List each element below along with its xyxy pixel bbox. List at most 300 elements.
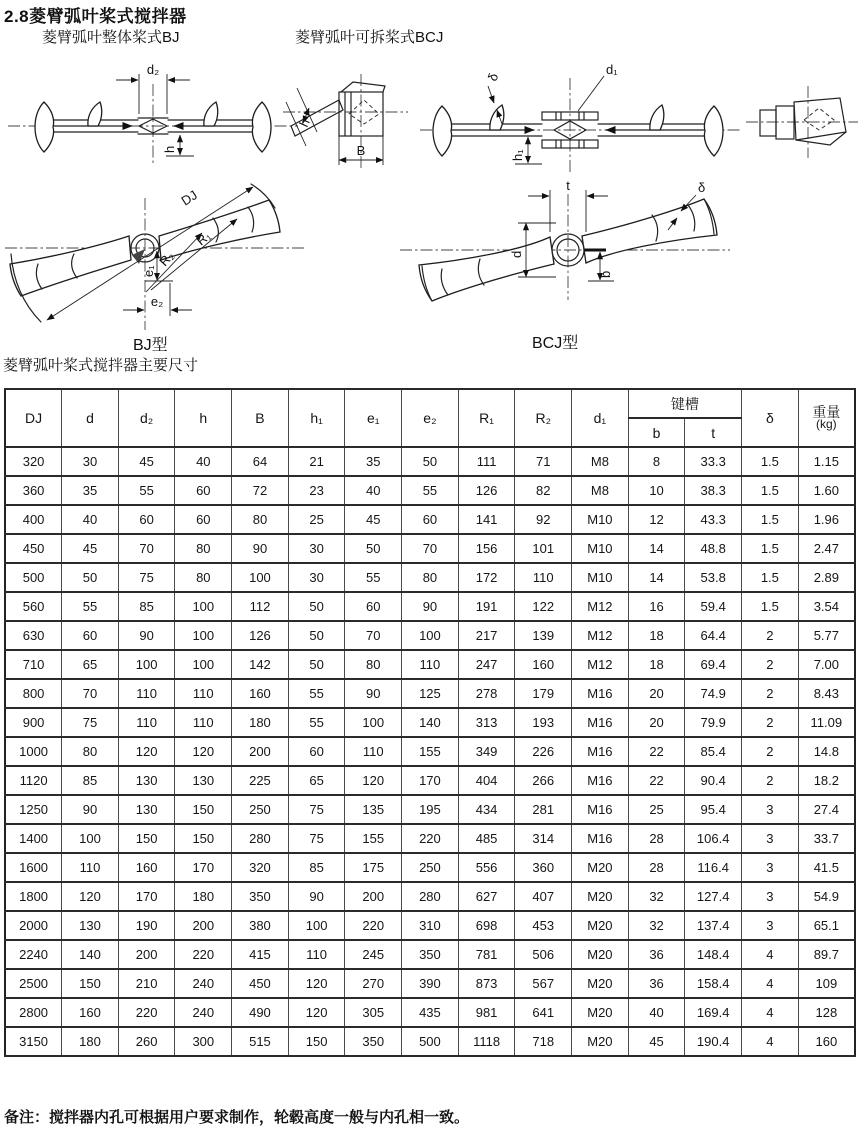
table-cell: 116.4: [685, 853, 742, 882]
table-cell: 71: [515, 447, 572, 476]
table-cell: 200: [345, 882, 402, 911]
table-cell: 22: [628, 766, 685, 795]
table-cell: 55: [345, 563, 402, 592]
table-cell: 80: [345, 650, 402, 679]
table-cell: 506: [515, 940, 572, 969]
table-cell: 435: [402, 998, 459, 1027]
table-cell: 35: [345, 447, 402, 476]
table-cell: 60: [402, 505, 459, 534]
table-cell: 110: [345, 737, 402, 766]
table-cell: 20: [628, 679, 685, 708]
table-cell: 200: [232, 737, 289, 766]
table-cell: 92: [515, 505, 572, 534]
table-cell: 1.60: [798, 476, 855, 505]
table-cell: 80: [175, 534, 232, 563]
col-header-e1: e₁: [345, 389, 402, 447]
table-cell: 280: [402, 882, 459, 911]
table-cell: 1.15: [798, 447, 855, 476]
table-cell: 170: [118, 882, 175, 911]
table-cell: 873: [458, 969, 515, 998]
table-cell: 305: [345, 998, 402, 1027]
table-cell: 250: [232, 795, 289, 824]
bcj-front-view-drawing: [420, 60, 740, 180]
table-row: [5, 998, 855, 1027]
table-cell: 120: [288, 998, 345, 1027]
table-cell: 70: [402, 534, 459, 563]
table-cell: 2000: [5, 911, 62, 940]
table-cell: 2.47: [798, 534, 855, 563]
dim-label-delta-plan: δ: [698, 180, 706, 195]
table-cell: 32: [628, 882, 685, 911]
table-row: [5, 766, 855, 795]
table-cell: M8: [572, 447, 629, 476]
table-cell: 210: [118, 969, 175, 998]
table-cell: 415: [232, 940, 289, 969]
table-cell: 100: [402, 621, 459, 650]
table-cell: 55: [118, 476, 175, 505]
table-cell: M20: [572, 1027, 629, 1056]
table-cell: 226: [515, 737, 572, 766]
table-row: [5, 882, 855, 911]
table-row: [5, 708, 855, 737]
table-cell: M20: [572, 998, 629, 1027]
dim-label-d: d: [509, 250, 524, 258]
table-cell: 60: [62, 621, 119, 650]
table-cell: 169.4: [685, 998, 742, 1027]
table-cell: M16: [572, 708, 629, 737]
table-cell: 55: [62, 592, 119, 621]
table-cell: 75: [288, 824, 345, 853]
table-cell: 40: [62, 505, 119, 534]
table-cell: 50: [288, 621, 345, 650]
table-cell: 139: [515, 621, 572, 650]
table-cell: 30: [288, 563, 345, 592]
table-cell: 41.5: [798, 853, 855, 882]
table-cell: 28: [628, 853, 685, 882]
table-cell: M12: [572, 650, 629, 679]
table-cell: 48.8: [685, 534, 742, 563]
table-cell: 349: [458, 737, 515, 766]
table-cell: 698: [458, 911, 515, 940]
table-cell: 1.5: [742, 476, 799, 505]
table-cell: 3150: [5, 1027, 62, 1056]
table-cell: 36: [628, 940, 685, 969]
table-cell: 220: [118, 998, 175, 1027]
table-body: [5, 447, 855, 1056]
col-header-R2: R₂: [515, 389, 572, 447]
table-cell: 220: [402, 824, 459, 853]
weight-unit: (kg): [816, 417, 837, 432]
table-cell: 40: [345, 476, 402, 505]
table-cell: 43.3: [685, 505, 742, 534]
table-cell: 148.4: [685, 940, 742, 969]
table-cell: 8: [628, 447, 685, 476]
dim-label-h1: h₁: [510, 149, 525, 161]
footer-note: 备注：搅拌器内孔可根据用户要求制作，轮毂高度一般与内孔相一致。: [4, 1109, 470, 1126]
table-row: [5, 563, 855, 592]
table-cell: 160: [515, 650, 572, 679]
table-cell: 247: [458, 650, 515, 679]
table-cell: 65.1: [798, 911, 855, 940]
table-cell: 50: [288, 650, 345, 679]
table-cell: 22: [628, 737, 685, 766]
table-cell: 180: [175, 882, 232, 911]
table-cell: 120: [175, 737, 232, 766]
bj-plan-view-drawing: [5, 170, 305, 335]
table-cell: 485: [458, 824, 515, 853]
table-cell: 30: [288, 534, 345, 563]
table-cell: M20: [572, 940, 629, 969]
table-cell: 1.5: [742, 534, 799, 563]
table-cell: 65: [288, 766, 345, 795]
table-cell: 560: [5, 592, 62, 621]
table-cell: 2.89: [798, 563, 855, 592]
table-cell: 18: [628, 621, 685, 650]
table-cell: 155: [345, 824, 402, 853]
table-cell: 45: [345, 505, 402, 534]
table-cell: 4: [742, 969, 799, 998]
table-cell: M16: [572, 795, 629, 824]
table-cell: 150: [62, 969, 119, 998]
table-cell: 100: [62, 824, 119, 853]
table-cell: 500: [5, 563, 62, 592]
table-cell: 407: [515, 882, 572, 911]
table-cell: 160: [62, 998, 119, 1027]
bj-side-view-drawing: [283, 66, 408, 178]
table-cell: 65: [62, 650, 119, 679]
table-cell: 100: [175, 621, 232, 650]
table-cell: 60: [345, 592, 402, 621]
table-cell: 122: [515, 592, 572, 621]
table-cell: 781: [458, 940, 515, 969]
table-cell: 1000: [5, 737, 62, 766]
table-cell: 55: [288, 708, 345, 737]
table-cell: 14: [628, 563, 685, 592]
table-cell: 627: [458, 882, 515, 911]
dim-label-R2: R₂: [156, 248, 177, 270]
dim-label-h-side: h: [296, 116, 313, 130]
table-cell: 106.4: [685, 824, 742, 853]
table-cell: 100: [175, 650, 232, 679]
table-cell: 630: [5, 621, 62, 650]
table-cell: 434: [458, 795, 515, 824]
table-cell: 453: [515, 911, 572, 940]
table-cell: 27.4: [798, 795, 855, 824]
table-cell: 112: [232, 592, 289, 621]
table-cell: 30: [62, 447, 119, 476]
table-cell: 170: [402, 766, 459, 795]
table-cell: 360: [5, 476, 62, 505]
table-cell: 981: [458, 998, 515, 1027]
table-cell: 14.8: [798, 737, 855, 766]
table-cell: 25: [628, 795, 685, 824]
table-cell: 64.4: [685, 621, 742, 650]
col-header-h1: h₁: [288, 389, 345, 447]
table-cell: 110: [175, 679, 232, 708]
table-cell: 641: [515, 998, 572, 1027]
table-cell: 80: [402, 563, 459, 592]
col-header-d2: d₂: [118, 389, 175, 447]
table-cell: 160: [798, 1027, 855, 1056]
table-cell: 200: [175, 911, 232, 940]
table-cell: 4: [742, 998, 799, 1027]
table-cell: 110: [118, 708, 175, 737]
table-cell: 140: [402, 708, 459, 737]
table-cell: 1400: [5, 824, 62, 853]
table-cell: 180: [62, 1027, 119, 1056]
table-cell: 28: [628, 824, 685, 853]
table-cell: 155: [402, 737, 459, 766]
table-cell: 40: [175, 447, 232, 476]
table-cell: 18.2: [798, 766, 855, 795]
table-cell: 40: [628, 998, 685, 1027]
table-cell: 55: [402, 476, 459, 505]
dim-label-delta-front: δ: [484, 71, 502, 84]
table-cell: 21: [288, 447, 345, 476]
table-cell: 515: [232, 1027, 289, 1056]
table-cell: 45: [628, 1027, 685, 1056]
table-cell: 90: [118, 621, 175, 650]
table-cell: M16: [572, 679, 629, 708]
table-cell: 80: [232, 505, 289, 534]
table-cell: 900: [5, 708, 62, 737]
table-cell: 64: [232, 447, 289, 476]
table-cell: 1.5: [742, 447, 799, 476]
table-cell: 2: [742, 621, 799, 650]
table-cell: 20: [628, 708, 685, 737]
table-cell: 90: [288, 882, 345, 911]
table-cell: 250: [402, 853, 459, 882]
table-cell: 3.54: [798, 592, 855, 621]
table-cell: 60: [118, 505, 175, 534]
table-cell: 38.3: [685, 476, 742, 505]
table-row: [5, 476, 855, 505]
table-cell: 2: [742, 737, 799, 766]
table-cell: 490: [232, 998, 289, 1027]
table-cell: 200: [118, 940, 175, 969]
table-cell: 18: [628, 650, 685, 679]
table-cell: 23: [288, 476, 345, 505]
table-cell: 50: [345, 534, 402, 563]
table-cell: 95.4: [685, 795, 742, 824]
table-cell: 193: [515, 708, 572, 737]
table-cell: 36: [628, 969, 685, 998]
table-cell: 135: [345, 795, 402, 824]
table-cell: 260: [118, 1027, 175, 1056]
table-cell: 90.4: [685, 766, 742, 795]
table-cell: 109: [798, 969, 855, 998]
table-cell: 500: [402, 1027, 459, 1056]
table-cell: 280: [232, 824, 289, 853]
table-cell: 137.4: [685, 911, 742, 940]
bcj-side-view-drawing: [746, 80, 858, 162]
table-cell: 11.09: [798, 708, 855, 737]
table-cell: 160: [232, 679, 289, 708]
table-cell: 158.4: [685, 969, 742, 998]
table-cell: 1.96: [798, 505, 855, 534]
table-cell: 82: [515, 476, 572, 505]
table-cell: M16: [572, 766, 629, 795]
table-cell: 1118: [458, 1027, 515, 1056]
col-header-d1: d₁: [572, 389, 629, 447]
table-cell: 3: [742, 824, 799, 853]
table-row: [5, 969, 855, 998]
table-cell: 390: [402, 969, 459, 998]
table-cell: 404: [458, 766, 515, 795]
table-cell: 85: [118, 592, 175, 621]
table-cell: 90: [402, 592, 459, 621]
table-row: [5, 505, 855, 534]
table-cell: 400: [5, 505, 62, 534]
table-cell: 120: [345, 766, 402, 795]
table-cell: 313: [458, 708, 515, 737]
col-header-DJ: DJ: [5, 389, 62, 447]
table-title: 菱臂弧叶桨式搅拌器主要尺寸: [3, 357, 199, 374]
dim-label-t: t: [566, 178, 570, 193]
dim-label-d2: d₂: [146, 62, 160, 77]
col-header-keyway: 键槽: [628, 389, 741, 418]
table-cell: 101: [515, 534, 572, 563]
table-cell: M20: [572, 853, 629, 882]
table-cell: 100: [175, 592, 232, 621]
col-header-R1: R₁: [458, 389, 515, 447]
table-cell: 4: [742, 1027, 799, 1056]
table-cell: 100: [118, 650, 175, 679]
table-cell: M12: [572, 592, 629, 621]
table-cell: 190: [118, 911, 175, 940]
dim-label-h: h: [162, 145, 177, 153]
table-cell: 110: [288, 940, 345, 969]
table-cell: 90: [345, 679, 402, 708]
table-cell: 89.7: [798, 940, 855, 969]
table-cell: 50: [288, 592, 345, 621]
table-cell: 70: [118, 534, 175, 563]
table-cell: 72: [232, 476, 289, 505]
table-cell: 90: [62, 795, 119, 824]
table-cell: 33.7: [798, 824, 855, 853]
table-cell: 160: [118, 853, 175, 882]
col-header-d: d: [62, 389, 119, 447]
table-cell: 266: [515, 766, 572, 795]
table-cell: 195: [402, 795, 459, 824]
table-cell: 2500: [5, 969, 62, 998]
table-cell: 70: [345, 621, 402, 650]
col-header-B: B: [232, 389, 289, 447]
table-cell: 718: [515, 1027, 572, 1056]
col-header-keyway-t: t: [685, 418, 742, 447]
table-cell: 175: [345, 853, 402, 882]
table-cell: 16: [628, 592, 685, 621]
table-cell: 2240: [5, 940, 62, 969]
table-cell: 270: [345, 969, 402, 998]
table-cell: 150: [175, 795, 232, 824]
dim-label-e1: e₁: [141, 265, 156, 277]
table-cell: M8: [572, 476, 629, 505]
table-cell: 55: [288, 679, 345, 708]
table-cell: 90: [232, 534, 289, 563]
table-cell: 100: [232, 563, 289, 592]
col-header-delta: δ: [742, 389, 799, 447]
table-cell: 450: [232, 969, 289, 998]
table-cell: 314: [515, 824, 572, 853]
table-row: [5, 824, 855, 853]
table-cell: 53.8: [685, 563, 742, 592]
bj-type-label: BJ型: [133, 337, 168, 354]
table-cell: 1.5: [742, 592, 799, 621]
table-cell: 79.9: [685, 708, 742, 737]
table-cell: 120: [288, 969, 345, 998]
table-cell: 150: [288, 1027, 345, 1056]
table-cell: 2800: [5, 998, 62, 1027]
table-row: [5, 534, 855, 563]
table-cell: 130: [175, 766, 232, 795]
table-cell: 2: [742, 650, 799, 679]
table-cell: 126: [232, 621, 289, 650]
table-cell: 3: [742, 882, 799, 911]
table-cell: 320: [5, 447, 62, 476]
table-cell: 1120: [5, 766, 62, 795]
table-cell: 300: [175, 1027, 232, 1056]
table-cell: 2: [742, 679, 799, 708]
table-cell: 110: [402, 650, 459, 679]
table-cell: 800: [5, 679, 62, 708]
table-row: [5, 621, 855, 650]
table-cell: 1600: [5, 853, 62, 882]
table-cell: 125: [402, 679, 459, 708]
table-cell: 8.43: [798, 679, 855, 708]
table-cell: M16: [572, 737, 629, 766]
table-cell: 59.4: [685, 592, 742, 621]
table-cell: 110: [515, 563, 572, 592]
bcj-type-label: BCJ型: [532, 335, 579, 352]
table-cell: 45: [118, 447, 175, 476]
table-cell: 245: [345, 940, 402, 969]
table-cell: M20: [572, 882, 629, 911]
table-cell: 710: [5, 650, 62, 679]
table-cell: 110: [62, 853, 119, 882]
table-cell: 10: [628, 476, 685, 505]
table-cell: 350: [402, 940, 459, 969]
col-header-h: h: [175, 389, 232, 447]
table-header: [5, 389, 855, 447]
table-cell: 100: [345, 708, 402, 737]
table-cell: 450: [5, 534, 62, 563]
page-title: 2.8菱臂弧叶桨式搅拌器: [4, 7, 187, 26]
table-cell: 172: [458, 563, 515, 592]
table-cell: 190.4: [685, 1027, 742, 1056]
table-cell: 350: [345, 1027, 402, 1056]
table-cell: 100: [288, 911, 345, 940]
table-cell: 556: [458, 853, 515, 882]
table-cell: M10: [572, 505, 629, 534]
table-row: [5, 592, 855, 621]
dim-label-d1: d₁: [606, 62, 618, 77]
table-cell: 310: [402, 911, 459, 940]
table-cell: 240: [175, 969, 232, 998]
table-cell: 33.3: [685, 447, 742, 476]
table-cell: 69.4: [685, 650, 742, 679]
table-cell: 220: [345, 911, 402, 940]
table-cell: 80: [62, 737, 119, 766]
table-cell: 128: [798, 998, 855, 1027]
table-cell: 70: [62, 679, 119, 708]
col-header-keyway-b: b: [628, 418, 685, 447]
table-cell: 126: [458, 476, 515, 505]
table-cell: 278: [458, 679, 515, 708]
table-cell: 150: [175, 824, 232, 853]
dim-label-B: B: [356, 143, 366, 158]
table-cell: 35: [62, 476, 119, 505]
